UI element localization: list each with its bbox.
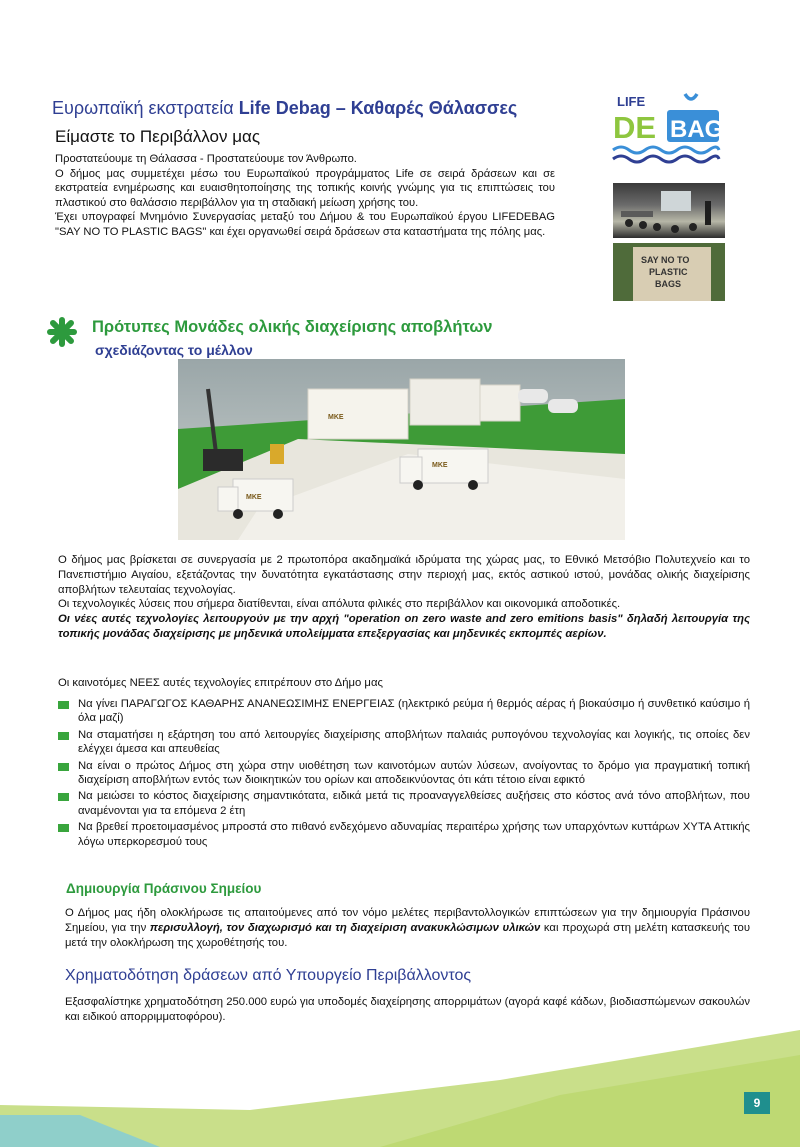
conference-photo [613, 183, 725, 238]
section3-title: Δημιουργία Πράσινου Σημείου [66, 881, 262, 896]
section2-body [58, 553, 750, 642]
green-square-icon [58, 763, 69, 771]
footer-decoration [0, 1010, 800, 1147]
benefits-list [58, 697, 750, 851]
list-item: Να σταματήσει η εξάρτηση του από λειτουργίες διαχείρισης αποβλήτων παλαιάς ρυπογόνου τεχνολογίας και λογικής, τις οποίες δεν ελέγχει άμεσα και απευθείας [58, 728, 750, 757]
svg-text:PLASTIC: PLASTIC [649, 267, 688, 277]
svg-text:MKE: MKE [432, 462, 448, 469]
list-item: Να βρεθεί προετοιμασμένος μπροστά στο πιθανό ενδεχόμενο αδυναμίας περαιτέρω χρήσης των υπαρχόντων κυττάρων ΧΥΤΑ Αττικής λόγω υπερκορεσμού τους [58, 820, 750, 849]
svg-text:MKE: MKE [246, 494, 262, 501]
line-1: Ο δήμος μας συμμετέχει μέσω του Ευρωπαϊκού προγράμματος Life σε σειρά δράσεων και σε εκστρατεία ενημέρωσης και ευαισθητοποίησης της τοπικής κοινής γνώμης για τις επιπτώσεις του πλαστικού στο θαλάσσιο περιβάλλον για τη σταδιακή μείωση χρήσης του. [55, 167, 555, 209]
svg-text:SAY NO TO: SAY NO TO [641, 255, 690, 265]
section2-subtitle: σχεδιάζοντας το μέλλον [95, 342, 253, 358]
logo-bag-text: BAG [670, 116, 724, 143]
plastic-bag-photo [613, 243, 725, 301]
section4-body: Εξασφαλίστηκε χρηματοδότηση 250.000 ευρώ για υποδομές διαχείρησης απορριμάτων (αγορά καφέ κάδων, βιοδιασπώμενων σακουλών και ειδικού απορριμματοφόρου). [65, 996, 750, 1023]
conference-illustration [613, 183, 725, 238]
section-title-life-debag [52, 98, 517, 119]
green-square-icon [58, 793, 69, 801]
green-square-icon [58, 732, 69, 740]
svg-text:BAGS: BAGS [655, 279, 682, 289]
title-bold: Life Debag – Καθαρές Θάλασσες [238, 98, 518, 118]
logo-de-text: DE [613, 110, 657, 145]
logo-life-text: LIFE [617, 94, 646, 109]
waste-unit-model-photo [178, 359, 625, 540]
asterisk-icon [47, 317, 77, 347]
list-item: Να γίνει ΠΑΡΑΓΩΓΟΣ ΚΑΘΑΡΗΣ ΑΝΑΝΕΩΣΙΜΗΣ ΕΝΕΡΓΕΙΑΣ (ηλεκτρικό ρεύμα ή θερμός αέρας ή βιοκαύσιμο ή συνθετικό καύσιμο ή όλα μαζί) [58, 697, 750, 726]
para2: Οι τεχνολογικές λύσεις που σήμερα διατίθενται, είναι απόλυτα φιλικές στο περιβάλλον και οικονομικά αποδοτικές. [58, 598, 621, 611]
section3-body: Ο Δήμος μας ήδη ολοκλήρωσε τις απαιτούμενες από τον νόμο μελέτες περιβαντολλογικών επιπτώσεων για την δημιουργία Πράσινου Σημείου, για την περισυλλογή, τον διαχωρισμό και τη διαχείριση ανακυκλώσιμων υλικών και προχωρά στη μελέτη κατασκευής του μετά την ολοκλήρωση της χωροθέτησής του. [65, 907, 751, 949]
svg-text:MKE: MKE [328, 414, 344, 421]
model-illustration [178, 359, 625, 540]
section1-body [55, 152, 555, 240]
line-2: Έχει υπογραφεί Μνημόνιο Συνεργασίας μεταξύ του Δήμου & του Ευρωπαϊκού έργου LIFEDEBAG "SAY NO TO PLASTIC BAGS" και έχει οργανωθεί σειρά δράσεων στα καταστήματα της πόλης μας. [55, 211, 555, 238]
section-subtitle: Είμαστε το Περιβάλλον μας [55, 127, 261, 146]
green-square-icon [58, 701, 69, 709]
title-plain: Ευρωπαϊκή εκστρατεία [52, 98, 239, 118]
line-0: Προστατεύουμε τη Θάλασσα - Προστατεύουμε τον Άνθρωπο. [55, 153, 357, 165]
para3-bold: Οι νέες αυτές τεχνολογίες λειτουργούν με την αρχή "operation on zero waste and zero emitions basis" δηλαδή λειτουργία της τοπικής μονάδας διαχείρισης με μηδενικά υπολείμματα επεξεργασίας και μηδενικές εκπομπές αερίων. [58, 613, 750, 640]
bag-illustration [613, 243, 725, 301]
page-number: 9 [744, 1092, 770, 1114]
section4-title: Χρηματοδότηση δράσεων από Υπουργείο Περιβάλλοντος [65, 967, 472, 984]
section2-title: Πρότυπες Μονάδες ολικής διαχείρισης αποβλήτων [92, 318, 493, 336]
green-square-icon [58, 824, 69, 832]
list-intro: Οι καινοτόμες ΝΕΕΣ αυτές τεχνολογίες επιτρέπουν στο Δήμο μας [58, 677, 383, 689]
list-item: Να είναι ο πρώτος Δήμος στη χώρα στην υιοθέτηση των καινοτόμων αυτών λύσεων, ανοίγοντας το δρόμο για πραγματική τοπική διαχείριση αποβλήτων εντός των διοικητικών του ορίων και αποδεικνύοντας ότι κάτι τέτοιο είναι εφικτό [58, 759, 750, 788]
para1: Ο δήμος μας βρίσκεται σε συνεργασία με 2 πρωτοπόρα ακαδημαϊκά ιδρύματα της χώρας μας, το Εθνικό Μετσόβιο Πολυτεχνείο και το Πανεπιστήμιο Αιγαίου, εξετάζοντας την δυνατότητα εγκατάστασης στην περιοχή μας, εκτός αστικού ιστού, μονάδας ολικής διαχείρισης αποβλήτων τελευταίας τεχνολογίας. [58, 554, 750, 596]
list-item: Να μειώσει το κόστος διαχείρισης σημαντικότατα, ειδικά μετά τις προαναγγελθείσες αυξήσεις στο κόστος ανά τόνο αποβλήτων, που αναμένονται για τα επόμενα 2 έτη [58, 789, 750, 818]
life-debag-logo [607, 86, 725, 178]
